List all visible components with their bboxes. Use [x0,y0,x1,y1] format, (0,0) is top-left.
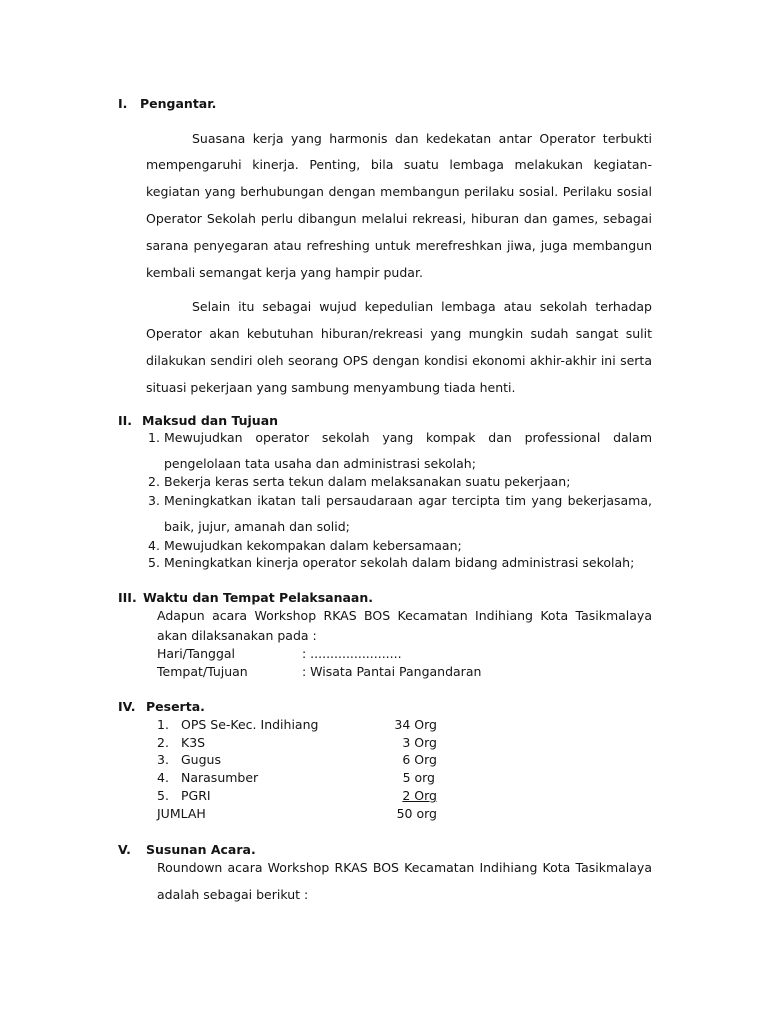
paragraph-1-line: sarana penyegaran atau refreshing untuk merefreshkan jiwa, juga membangun [146,238,652,253]
list-item-text: pengelolaan tata usaha dan administrasi sekolah; [164,456,476,471]
list-item-text: Meningkatkan kinerja operator sekolah dalam bidang administrasi sekolah; [164,555,635,570]
participant-count: 34 Org [394,717,437,732]
participant-count: 3 Org [402,735,437,750]
paragraph-2-line: Operator akan kebutuhan hiburan/rekreasi yang mungkin sudah sangat sulit [146,326,652,341]
paragraph-1-line: kembali semangat kerja yang hampir pudar. [146,265,423,280]
participant-name: PGRI [181,788,211,803]
participant-total-label: JUMLAH [157,806,206,821]
section-5-text: Roundown acara Workshop RKAS BOS Kecamatan Indihiang Kota Tasikmalaya [157,860,652,875]
paragraph-1-line: Suasana kerja yang harmonis dan kedekatan antar Operator terbukti [192,131,652,146]
section-3-title: Waktu dan Tempat Pelaksanaan. [143,590,373,605]
participant-count: 6 Org [402,752,437,767]
list-item-number: 4. [148,538,160,553]
list-item-number: 2. [148,474,160,489]
paragraph-1-line: mempengaruhi kinerja. Penting, bila suatu lembaga melakukan kegiatan- [146,157,652,172]
section-2-title: Maksud dan Tujuan [142,413,279,428]
participant-name: Narasumber [181,770,259,785]
participant-name: K3S [181,735,206,750]
list-item-number: 5. [148,555,160,570]
paragraph-2-line: dilakukan sendiri oleh seorang OPS dengan kondisi ekonomi akhir-akhir ini serta [146,353,652,368]
schedule-value: : Wisata Pantai Pangandaran [302,664,482,679]
participant-name: Gugus [181,752,221,767]
section-2-number: II. [118,413,133,428]
list-item-text: Mewujudkan kekompakan dalam kebersamaan; [164,538,462,553]
participant-number: 4. [157,770,169,785]
schedule-label: Tempat/Tujuan [157,664,248,679]
paragraph-2-line: situasi pekerjaan yang sambung menyambung tiada henti. [146,380,516,395]
section-3-number: III. [118,590,137,605]
paragraph-1-line: kegiatan yang berhubungan dengan membangun perilaku sosial. Perilaku sosial [146,184,652,199]
section-5-number: V. [118,842,131,857]
paragraph-2-line: Selain itu sebagai wujud kepedulian lembaga atau sekolah terhadap [192,299,652,314]
participant-number: 3. [157,752,169,767]
section-1-number: I. [118,96,128,111]
schedule-value: : ....................... [302,646,402,661]
schedule-label: Hari/Tanggal [157,646,236,661]
list-item-number: 1. [148,430,160,445]
participant-count: 5 org [402,770,435,785]
participant-count: 2 Org [402,788,437,803]
section-5-title: Susunan Acara. [146,842,256,857]
section-4-number: IV. [118,699,136,714]
list-item-text: Bekerja keras serta tekun dalam melaksanakan suatu pekerjaan; [164,474,571,489]
participant-total-value: 50 org [396,806,437,821]
section-3-text: akan dilaksanakan pada : [157,628,317,643]
section-5-text: adalah sebagai berikut : [157,887,309,902]
participant-number: 1. [157,717,169,732]
participant-number: 2. [157,735,169,750]
participant-number: 5. [157,788,169,803]
list-item-text: baik, jujur, amanah dan solid; [164,519,350,534]
participant-name: OPS Se-Kec. Indihiang [181,717,319,732]
list-item-text: Meningkatkan ikatan tali persaudaraan agar tercipta tim yang bekerjasama, [164,493,652,508]
section-3-text: Adapun acara Workshop RKAS BOS Kecamatan Indihiang Kota Tasikmalaya [157,608,652,623]
list-item-text: Mewujudkan operator sekolah yang kompak dan professional dalam [164,430,652,445]
list-item-number: 3. [148,493,160,508]
paragraph-1-line: Operator Sekolah perlu dibangun melalui rekreasi, hiburan dan games, sebagai [146,211,652,226]
section-1-title: Pengantar. [140,96,217,111]
section-4-title: Peserta. [146,699,205,714]
